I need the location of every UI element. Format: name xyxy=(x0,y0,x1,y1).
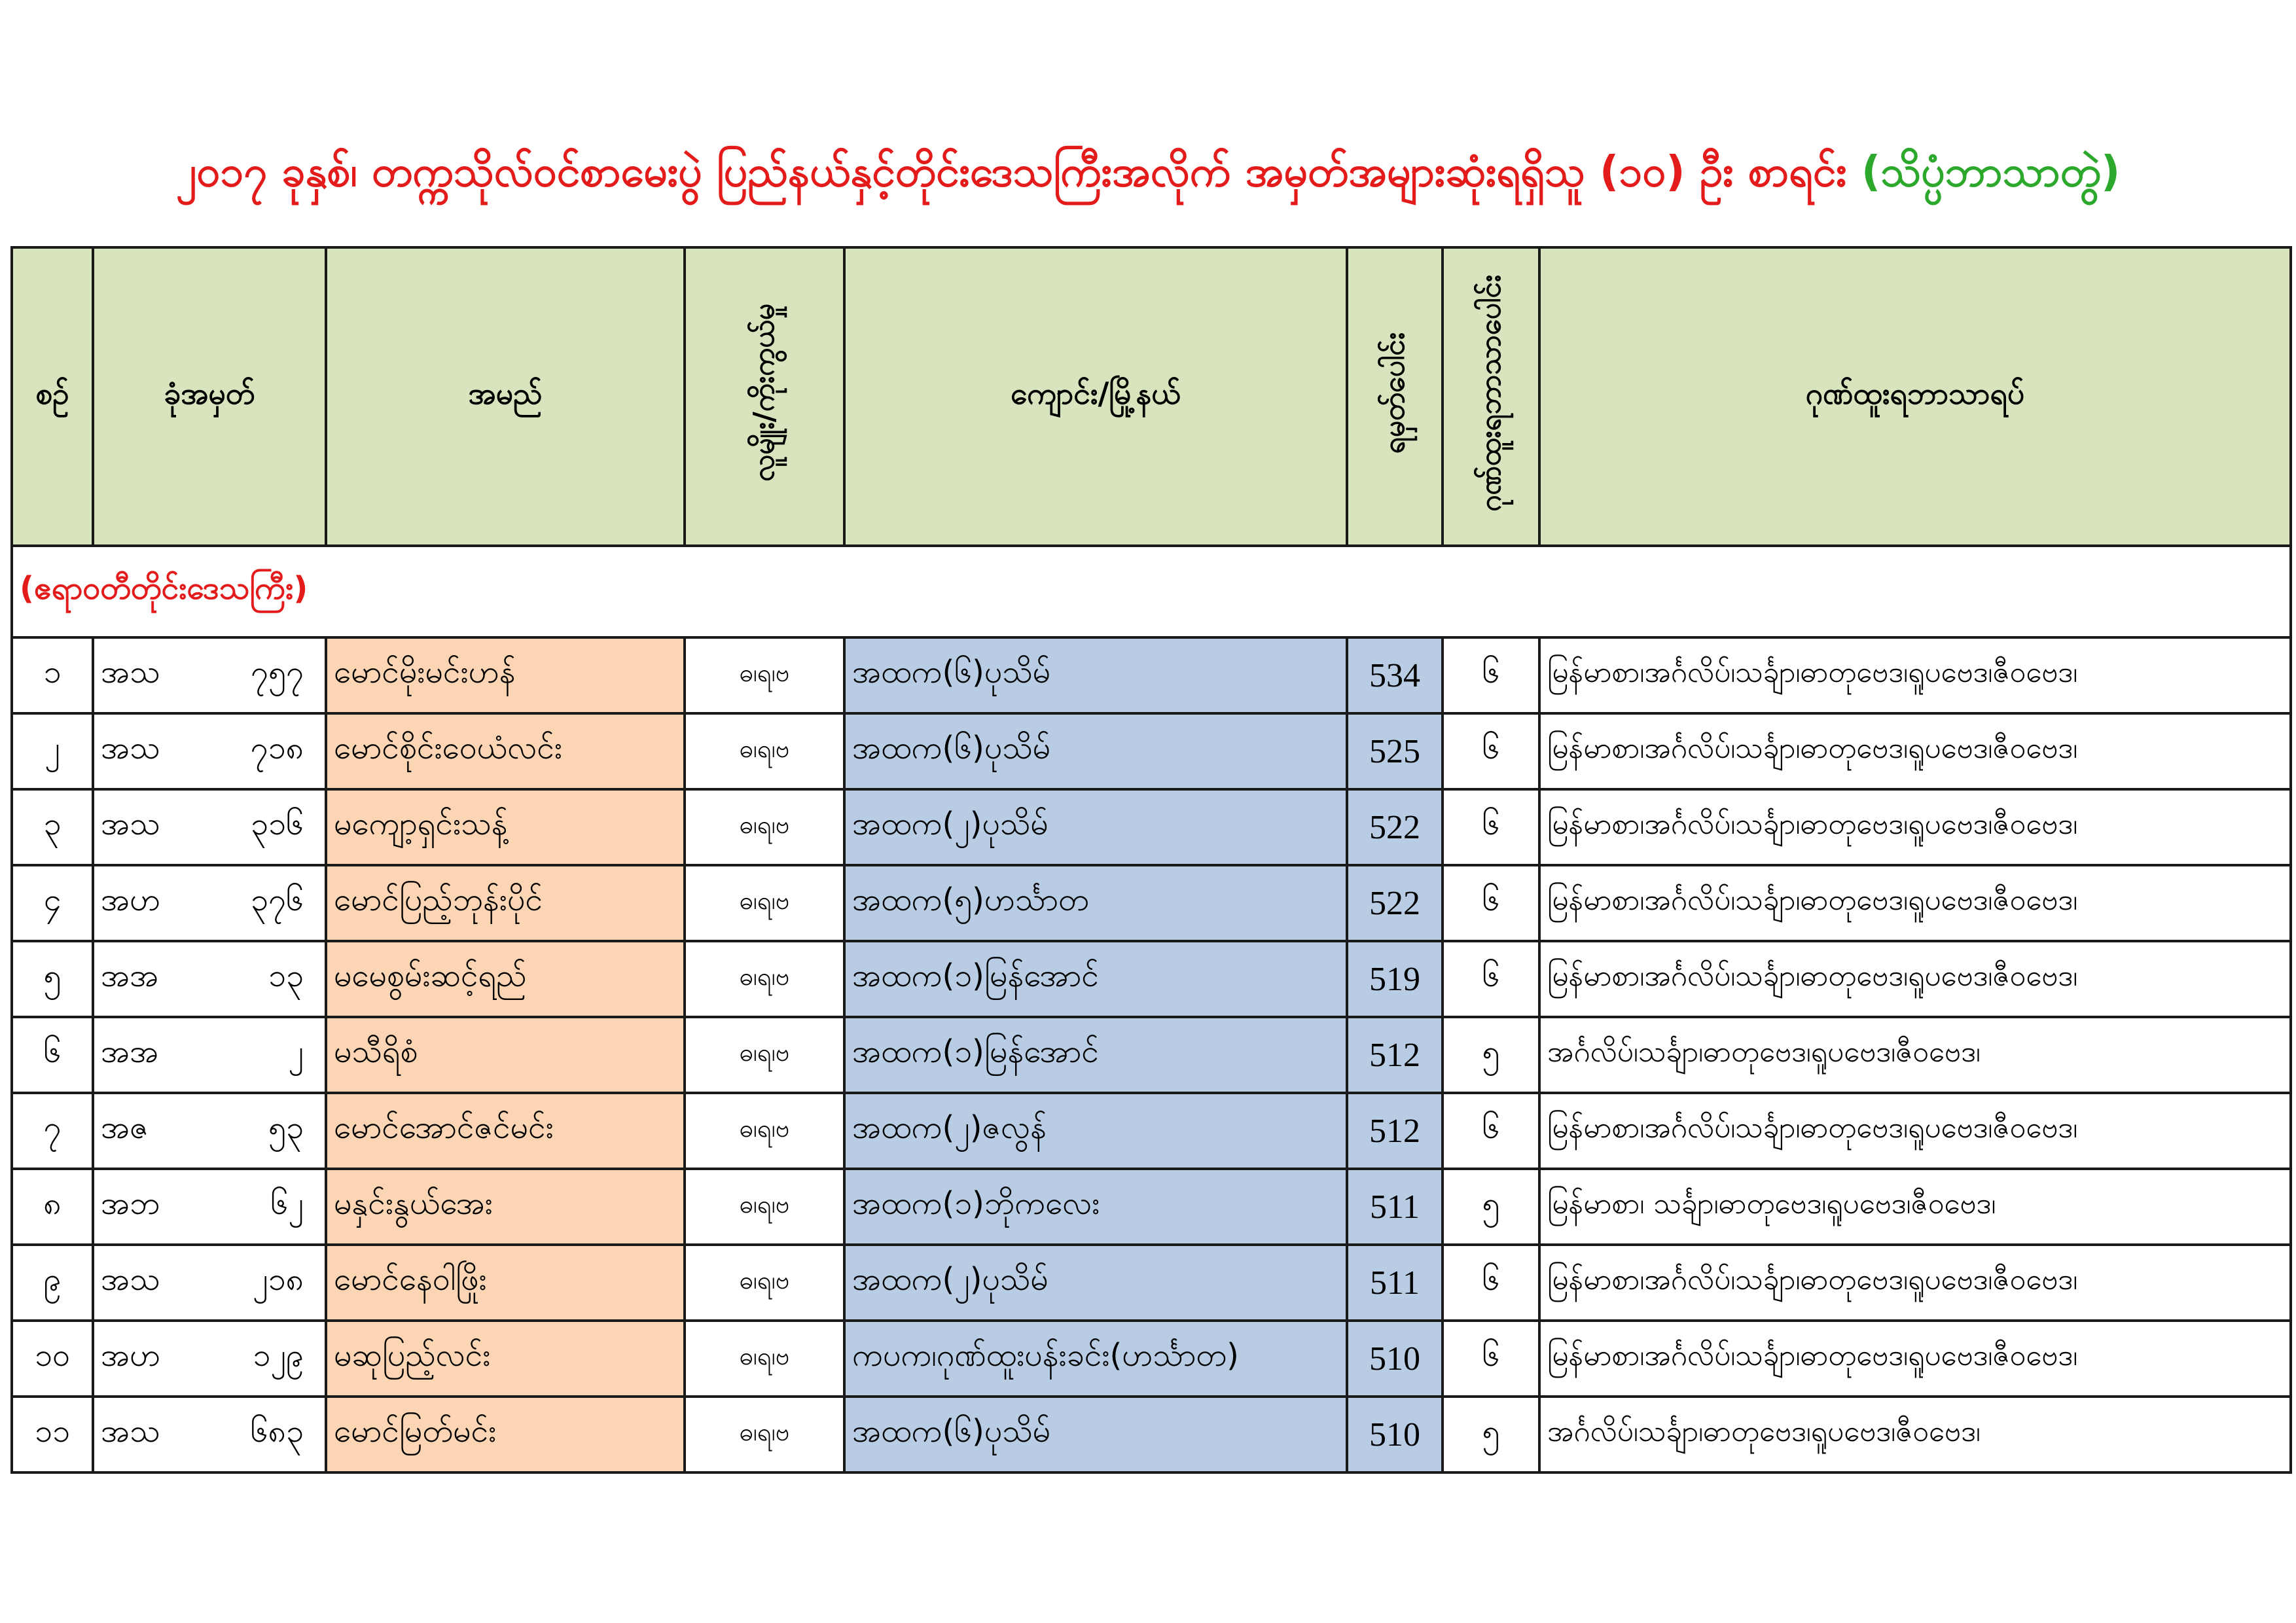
table-row xyxy=(12,1245,2291,1321)
cell-distinctions: ၆ xyxy=(1443,865,1539,941)
cell-school: အထက(၆)ပုသိမ် xyxy=(844,1397,1347,1472)
cell-school: အထက(၂)ပုသိမ် xyxy=(844,789,1347,865)
cell-name: မောင်စိုင်းဝေယံလင်း xyxy=(326,713,685,789)
cell-subjects: မြန်မာစာ၊အင်္ဂလိပ်၊သင်္ချာ၊ဓာတုဗေဒ၊ရူပဗေဒ၊ဇီဝဗေဒ၊ xyxy=(1539,789,2291,865)
roll-number: ၇၁၈ xyxy=(250,730,304,766)
roll-prefix: အသ xyxy=(101,654,160,690)
table-row xyxy=(12,1397,2291,1472)
cell-roll xyxy=(93,1245,326,1321)
roll-number: ၇၅၇ xyxy=(251,654,304,690)
table-row xyxy=(12,941,2291,1017)
cell-roll xyxy=(93,941,326,1017)
cell-subjects: မြန်မာစာ၊အင်္ဂလိပ်၊သင်္ချာ၊ဓာတုဗေဒ၊ရူပဗေဒ၊ဇီဝဗေဒ၊ xyxy=(1539,941,2291,1017)
cell-name: မောင်မြတ်မင်း xyxy=(326,1397,685,1472)
table-row xyxy=(12,1169,2291,1245)
roll-prefix: အအ xyxy=(101,1033,159,1070)
header-ethnicity-label: လူမျိုး/ကိုးကွယ်မှု xyxy=(747,304,781,482)
table-row xyxy=(12,865,2291,941)
page-title xyxy=(0,143,2296,202)
cell-name: မောင်အောင်ဇင်မင်း xyxy=(326,1093,685,1169)
cell-subjects: မြန်မာစာ၊အင်္ဂလိပ်၊သင်္ချာ၊ဓာတုဗေဒ၊ရူပဗေဒ၊ဇီဝဗေဒ၊ xyxy=(1539,865,2291,941)
table-row xyxy=(12,1017,2291,1093)
cell-distinctions: ၆ xyxy=(1443,941,1539,1017)
roll-prefix: အဇ xyxy=(101,1109,149,1146)
cell-total: 534 xyxy=(1347,637,1443,713)
cell-total: 510 xyxy=(1347,1321,1443,1397)
cell-no: ၁၁ xyxy=(12,1397,93,1472)
cell-no: ၃ xyxy=(12,789,93,865)
cell-roll xyxy=(93,865,326,941)
cell-no: ၂ xyxy=(12,713,93,789)
cell-total: 522 xyxy=(1347,865,1443,941)
roll-number: ၃၇၆ xyxy=(251,882,304,918)
cell-ethnicity: ဓ၊ရ၊ဗ xyxy=(685,637,844,713)
cell-school: အထက(၆)ပုသိမ် xyxy=(844,713,1347,789)
header-total-label: ရမှတ်ပေါင်း xyxy=(1378,332,1411,454)
cell-ethnicity: ဓ၊ရ၊ဗ xyxy=(685,713,844,789)
cell-name: မမေစွမ်းဆင့်ရည် xyxy=(326,941,685,1017)
cell-distinctions: ၅ xyxy=(1443,1169,1539,1245)
roll-number: ၆၈၃ xyxy=(250,1413,304,1450)
cell-school: အထက(၂)ဇလွန် xyxy=(844,1093,1347,1169)
cell-ethnicity: ဓ၊ရ၊ဗ xyxy=(685,1017,844,1093)
cell-name: မောင်မိုးမင်းဟန် xyxy=(326,637,685,713)
cell-distinctions: ၆ xyxy=(1443,713,1539,789)
cell-roll xyxy=(93,1169,326,1245)
cell-distinctions: ၅ xyxy=(1443,1397,1539,1472)
cell-distinctions: ၆ xyxy=(1443,1093,1539,1169)
cell-name: မနှင်းနွယ်အေး xyxy=(326,1169,685,1245)
cell-ethnicity: ဓ၊ရ၊ဗ xyxy=(685,1245,844,1321)
cell-subjects: မြန်မာစာ၊အင်္ဂလိပ်၊သင်္ချာ၊ဓာတုဗေဒ၊ရူပဗေဒ၊ဇီဝဗေဒ၊ xyxy=(1539,1093,2291,1169)
header-ethnicity xyxy=(685,247,844,546)
cell-distinctions: ၆ xyxy=(1443,1321,1539,1397)
roll-prefix: အသ xyxy=(101,1413,160,1450)
roll-number: ၁၂၉ xyxy=(253,1337,304,1374)
cell-no: ၇ xyxy=(12,1093,93,1169)
roll-number: ၅၃ xyxy=(268,1109,304,1146)
cell-ethnicity: ဓ၊ရ၊ဗ xyxy=(685,865,844,941)
roll-number: ၃၁၆ xyxy=(251,806,304,842)
cell-total: 510 xyxy=(1347,1397,1443,1472)
cell-school: အထက(၂)ပုသိမ် xyxy=(844,1245,1347,1321)
table-body xyxy=(12,546,2291,1472)
roll-prefix: အဟ xyxy=(101,882,161,918)
cell-roll xyxy=(93,1017,326,1093)
roll-number: ၂၁၈ xyxy=(253,1261,304,1298)
cell-subjects: မြန်မာစာ၊အင်္ဂလိပ်၊သင်္ချာ၊ဓာတုဗေဒ၊ရူပဗေဒ၊ဇီဝဗေဒ၊ xyxy=(1539,1321,2291,1397)
cell-roll xyxy=(93,789,326,865)
table-row xyxy=(12,713,2291,789)
cell-school: အထက(၁)မြန်အောင် xyxy=(844,1017,1347,1093)
cell-ethnicity: ဓ၊ရ၊ဗ xyxy=(685,1321,844,1397)
cell-school: အထက(၁)ဘိုကလေး xyxy=(844,1169,1347,1245)
cell-roll xyxy=(93,713,326,789)
cell-total: 511 xyxy=(1347,1169,1443,1245)
cell-subjects: အင်္ဂလိပ်၊သင်္ချာ၊ဓာတုဗေဒ၊ရူပဗေဒ၊ဇီဝဗေဒ၊ xyxy=(1539,1017,2291,1093)
cell-name: မကျော့ရှင်းသန့် xyxy=(326,789,685,865)
cell-ethnicity: ဓ၊ရ၊ဗ xyxy=(685,1397,844,1472)
cell-total: 522 xyxy=(1347,789,1443,865)
table-row xyxy=(12,637,2291,713)
cell-no: ၉ xyxy=(12,1245,93,1321)
title-main: ၂၀၁၇ ခုနှစ်၊ တက္ကသိုလ်ဝင်စာမေးပွဲ ပြည်နယ်နှင့်တိုင်းဒေသကြီးအလိုက် အမှတ်အများဆုံးရရှိသူ (၁၀) ဦး စာရင်း xyxy=(175,148,1847,196)
cell-ethnicity: ဓ၊ရ၊ဗ xyxy=(685,1169,844,1245)
cell-ethnicity: ဓ၊ရ၊ဗ xyxy=(685,941,844,1017)
results-table xyxy=(10,246,2292,1474)
cell-subjects: မြန်မာစာ၊အင်္ဂလိပ်၊သင်္ချာ၊ဓာတုဗေဒ၊ရူပဗေဒ၊ဇီဝဗေဒ၊ xyxy=(1539,637,2291,713)
cell-total: 512 xyxy=(1347,1093,1443,1169)
roll-prefix: အဟ xyxy=(101,1337,161,1374)
cell-name: မောင်နေဝါဖြိုး xyxy=(326,1245,685,1321)
roll-number: ၁၃ xyxy=(268,957,304,994)
cell-name: မဆုပြည့်လင်း xyxy=(326,1321,685,1397)
cell-ethnicity: ဓ၊ရ၊ဗ xyxy=(685,789,844,865)
cell-total: 511 xyxy=(1347,1245,1443,1321)
cell-no: ၈ xyxy=(12,1169,93,1245)
roll-prefix: အဘ xyxy=(101,1185,160,1222)
cell-subjects: အင်္ဂလိပ်၊သင်္ချာ၊ဓာတုဗေဒ၊ရူပဗေဒ၊ဇီဝဗေဒ၊ xyxy=(1539,1397,2291,1472)
cell-subjects: မြန်မာစာ၊ သင်္ချာ၊ဓာတုဗေဒ၊ရူပဗေဒ၊ဇီဝဗေဒ၊ xyxy=(1539,1169,2291,1245)
roll-prefix: အသ xyxy=(101,1261,160,1298)
header-row xyxy=(12,247,2291,546)
cell-school: အထက(၅)ဟင်္သာတ xyxy=(844,865,1347,941)
cell-no: ၆ xyxy=(12,1017,93,1093)
cell-school: ကပက၊ဂုဏ်ထူးပန်းခင်း(ဟင်္သာတ) xyxy=(844,1321,1347,1397)
header-total xyxy=(1347,247,1443,546)
header-subjects: ဂုဏ်ထူးရဘာသာရပ် xyxy=(1539,247,2291,546)
table-row xyxy=(12,1321,2291,1397)
cell-school: အထက(၁)မြန်အောင် xyxy=(844,941,1347,1017)
cell-no: ၅ xyxy=(12,941,93,1017)
cell-name: မသီရိစံ xyxy=(326,1017,685,1093)
header-distinctions xyxy=(1443,247,1539,546)
cell-total: 525 xyxy=(1347,713,1443,789)
cell-name: မောင်ပြည့်ဘုန်းပိုင် xyxy=(326,865,685,941)
table-row xyxy=(12,789,2291,865)
cell-no: ၄ xyxy=(12,865,93,941)
cell-distinctions: ၆ xyxy=(1443,789,1539,865)
section-row xyxy=(12,546,2291,637)
cell-roll xyxy=(93,1093,326,1169)
cell-no: ၁၀ xyxy=(12,1321,93,1397)
table-row xyxy=(12,1093,2291,1169)
section-label: (ဧရာဝတီတိုင်းဒေသကြီး) xyxy=(12,546,2291,637)
header-distinctions-label: ဂုဏ်ထူးရဘာသာပေါင်း xyxy=(1474,274,1507,512)
cell-total: 519 xyxy=(1347,941,1443,1017)
header-roll: ခုံအမှတ် xyxy=(93,247,326,546)
cell-roll xyxy=(93,1321,326,1397)
cell-roll xyxy=(93,637,326,713)
roll-prefix: အသ xyxy=(101,730,160,766)
roll-number: ၆၂ xyxy=(270,1185,304,1222)
header-name: အမည် xyxy=(326,247,685,546)
cell-subjects: မြန်မာစာ၊အင်္ဂလိပ်၊သင်္ချာ၊ဓာတုဗေဒ၊ရူပဗေဒ၊ဇီဝဗေဒ၊ xyxy=(1539,1245,2291,1321)
cell-distinctions: ၆ xyxy=(1443,1245,1539,1321)
roll-prefix: အအ xyxy=(101,957,159,994)
cell-distinctions: ၆ xyxy=(1443,637,1539,713)
cell-ethnicity: ဓ၊ရ၊ဗ xyxy=(685,1093,844,1169)
roll-prefix: အသ xyxy=(101,806,160,842)
header-no: စဉ် xyxy=(12,247,93,546)
cell-school: အထက(၆)ပုသိမ် xyxy=(844,637,1347,713)
cell-distinctions: ၅ xyxy=(1443,1017,1539,1093)
title-subtitle: (သိပ္ပံဘာသာတွဲ) xyxy=(1861,148,2121,196)
cell-subjects: မြန်မာစာ၊အင်္ဂလိပ်၊သင်္ချာ၊ဓာတုဗေဒ၊ရူပဗေဒ၊ဇီဝဗေဒ၊ xyxy=(1539,713,2291,789)
cell-total: 512 xyxy=(1347,1017,1443,1093)
cell-no: ၁ xyxy=(12,637,93,713)
header-school: ကျောင်း/မြို့နယ် xyxy=(844,247,1347,546)
roll-number: ၂ xyxy=(288,1033,304,1070)
cell-roll xyxy=(93,1397,326,1472)
